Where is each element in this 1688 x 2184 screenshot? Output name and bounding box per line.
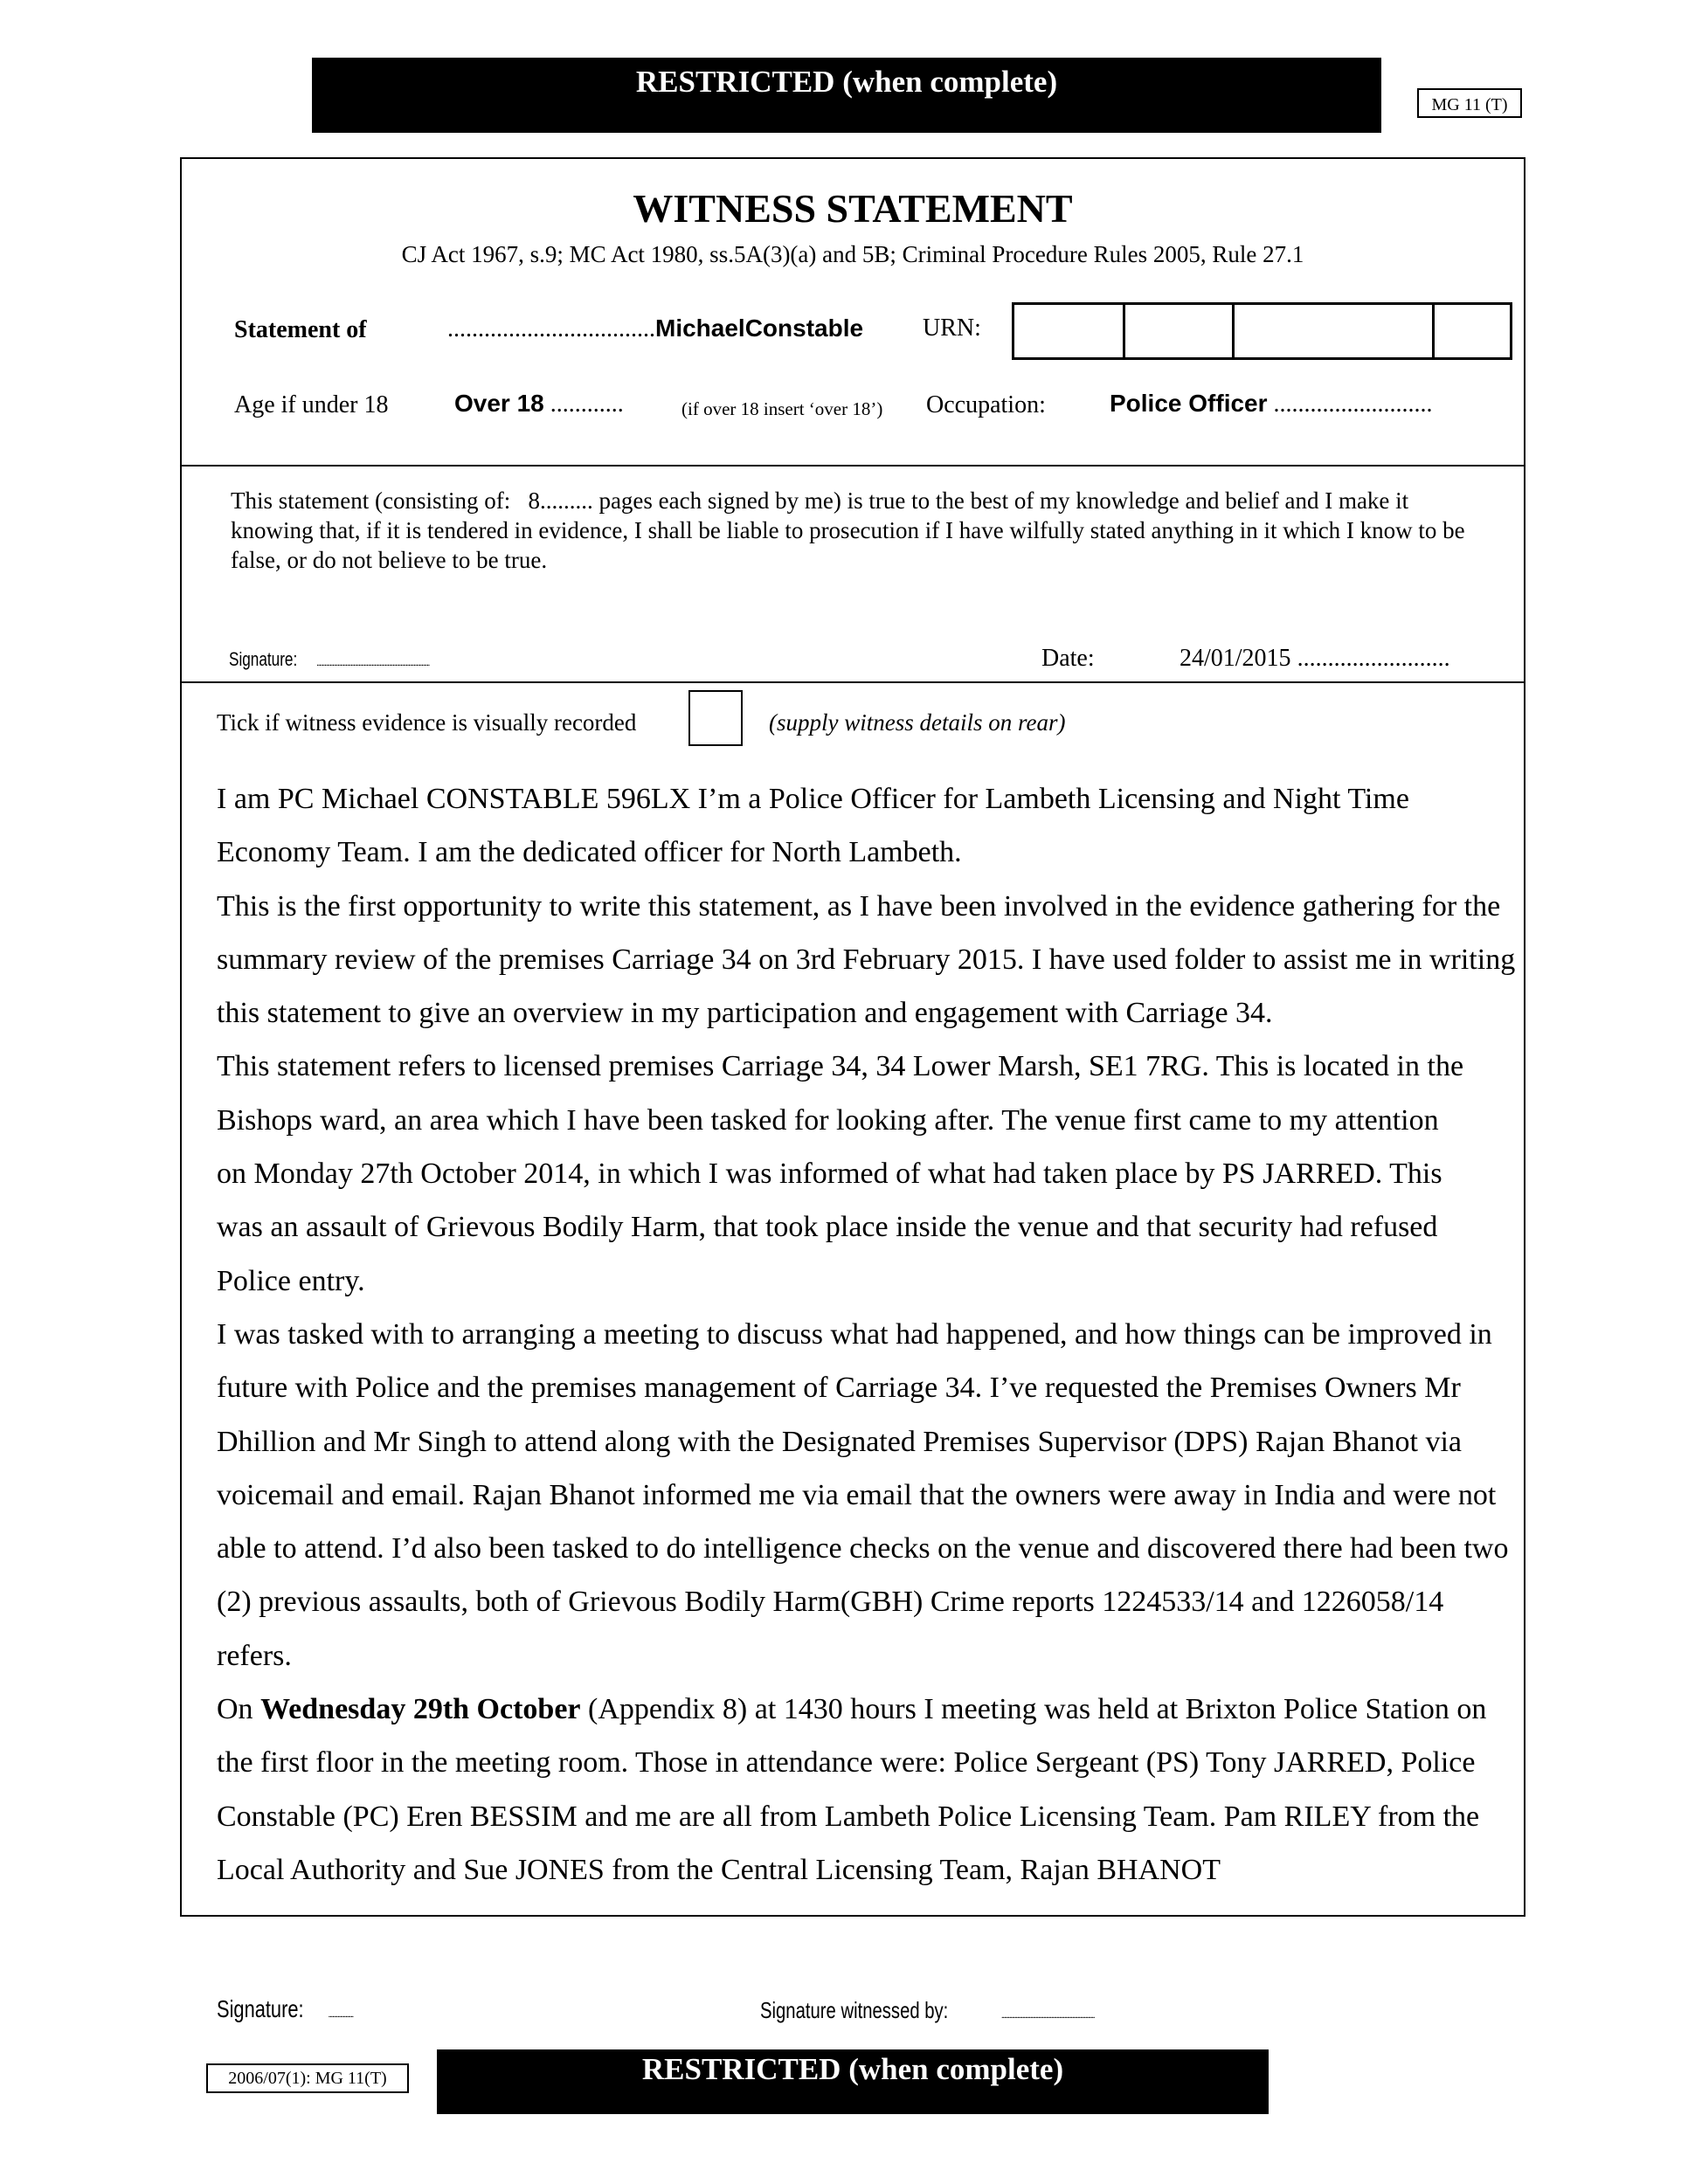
visual-record-label: Tick if witness evidence is visually recorded <box>217 709 637 736</box>
body-paragraph-4: I was tasked with to arranging a meeting to discuss what had happened, and how things can be improved in future with Police and the premises management of Carriage 34. I’ve requested the Premises Owners Mr Dhillion and Mr Singh to attend along with the Designated Premises Supervisor (DPS) Rajan Bhanot via voicemail and email. Rajan Bhanot informed me via email that the owners were away in India and were not able to attend. I’d also been tasked to do intelligence checks on the venue and discovered there had been two (2) previous assaults, both of Grievous Bodily Harm(GBH) Crime reports 1224533/14 and 1226058/14 refers. <box>217 1317 1509 1672</box>
declaration-prefix: This statement (consisting of: <box>231 487 511 514</box>
date-dots: ......................... <box>1297 645 1450 672</box>
declaration-text <box>231 486 1489 575</box>
statement-of-dots: .................................. <box>447 315 655 342</box>
body-paragraph-5 <box>217 1683 1492 1897</box>
urn-box-3[interactable] <box>1232 302 1435 360</box>
statement-of-field <box>447 314 863 343</box>
date-label: Date: <box>1041 645 1095 672</box>
occupation-label: Occupation: <box>926 391 1046 418</box>
occupation-field <box>1110 390 1433 418</box>
occupation-dots: .......................... <box>1273 390 1433 418</box>
body-p5-on: On <box>217 1693 253 1726</box>
footer-signature <box>217 1995 353 2023</box>
divider-header <box>180 465 1525 467</box>
legislation-line: CJ Act 1967, s.9; MC Act 1980, ss.5A(3)(a) and 5B; Criminal Procedure Rules 2005, Rule 27.1 <box>401 241 1304 267</box>
statement-body <box>217 772 1519 1897</box>
declaration-signature-dots: ...................................................................................... <box>316 659 430 668</box>
footer-witnessed <box>760 1997 1095 2024</box>
occupation-value: Police Officer <box>1110 390 1268 417</box>
urn-box-1[interactable] <box>1012 302 1125 360</box>
restricted-banner-top: RESTRICTED (when complete) <box>312 58 1381 133</box>
urn-box-4[interactable] <box>1432 302 1512 360</box>
age-label: Age if under 18 <box>234 391 389 418</box>
statement-of-label: Statement of <box>234 316 367 343</box>
urn-label: URN: <box>923 314 981 342</box>
visual-record-checkbox[interactable] <box>688 690 743 746</box>
date-field <box>1180 645 1450 673</box>
declaration-pages: 8 <box>528 487 540 514</box>
body-paragraph-3: This statement refers to licensed premises Carriage 34, 34 Lower Marsh, SE1 7RG. This is located in the Bishops ward, an area which I have been tasked for looking after. The venue first came to my attention on Monday 27th October 2014, in which I was informed of what had taken place by PS JARRED. This was an assault of Grievous Bodily Harm, that took place inside the venue and that security had refused Police entry. <box>217 1050 1464 1297</box>
age-value: Over 18 <box>454 390 544 417</box>
form-title: WITNESS STATEMENT <box>633 186 1073 231</box>
urn-box-2[interactable] <box>1123 302 1235 360</box>
declaration-signature <box>229 648 429 671</box>
age-dots: ............ <box>550 390 624 418</box>
body-p5-rest: (Appendix 8) at 1430 hours I meeting was held at Brixton Police Station on the first floor in the meeting room. Those in attendance were: Police Sergeant (PS) Tony JARRED, Police Constable (PC) Eren BESSIM and me are all from Lambeth Police Licensing Team. Pam RILEY from the Local Authority and Sue JONES from the Central Licensing Team, Rajan BHANOT <box>217 1693 1487 1886</box>
restricted-banner-bottom: RESTRICTED (when complete) <box>437 2049 1269 2114</box>
footer-witnessed-dots: ....................................................................... <box>1001 2011 1095 2021</box>
visual-record-hint: (supply witness details on rear) <box>769 709 1066 736</box>
date-value: 24/01/2015 <box>1180 645 1291 672</box>
witness-name: MichaelConstable <box>655 314 864 342</box>
body-paragraph-1: I am PC Michael CONSTABLE 596LX I’m a Police Officer for Lambeth Licensing and Night Time Economy Team. I am the dedicated officer for North Lambeth. <box>217 783 1409 869</box>
footer-signature-label: Signature: <box>217 1995 304 2022</box>
divider-declaration <box>180 681 1525 683</box>
declaration-signature-label: Signature: <box>229 648 298 670</box>
age-field <box>454 390 624 418</box>
age-hint: (if over 18 insert ‘over 18’) <box>681 398 883 419</box>
declaration-rest: ......... pages each signed by me) is true to the best of my knowledge and belief and I make it knowing that, if it is tendered in evidence, I shall be liable to prosecution if I have wilfully stated anything in it which I know to be false, or do not believe to be true. <box>231 487 1465 573</box>
form-code: MG 11 (T) <box>1417 88 1522 118</box>
footer-signature-dots: ................... <box>328 2010 354 2020</box>
form-version: 2006/07(1): MG 11(T) <box>206 2063 409 2093</box>
body-paragraph-2: This is the first opportunity to write this statement, as I have been involved in the evidence gathering for the summary review of the premises Carriage 34 on 3rd February 2015. I have used folder to assist me in writing this statement to give an overview in my participation and engagement with Carriage 34. <box>217 889 1516 1030</box>
footer-witnessed-label: Signature witnessed by: <box>760 1997 949 2023</box>
body-p5-date: Wednesday 29th October <box>260 1693 581 1726</box>
